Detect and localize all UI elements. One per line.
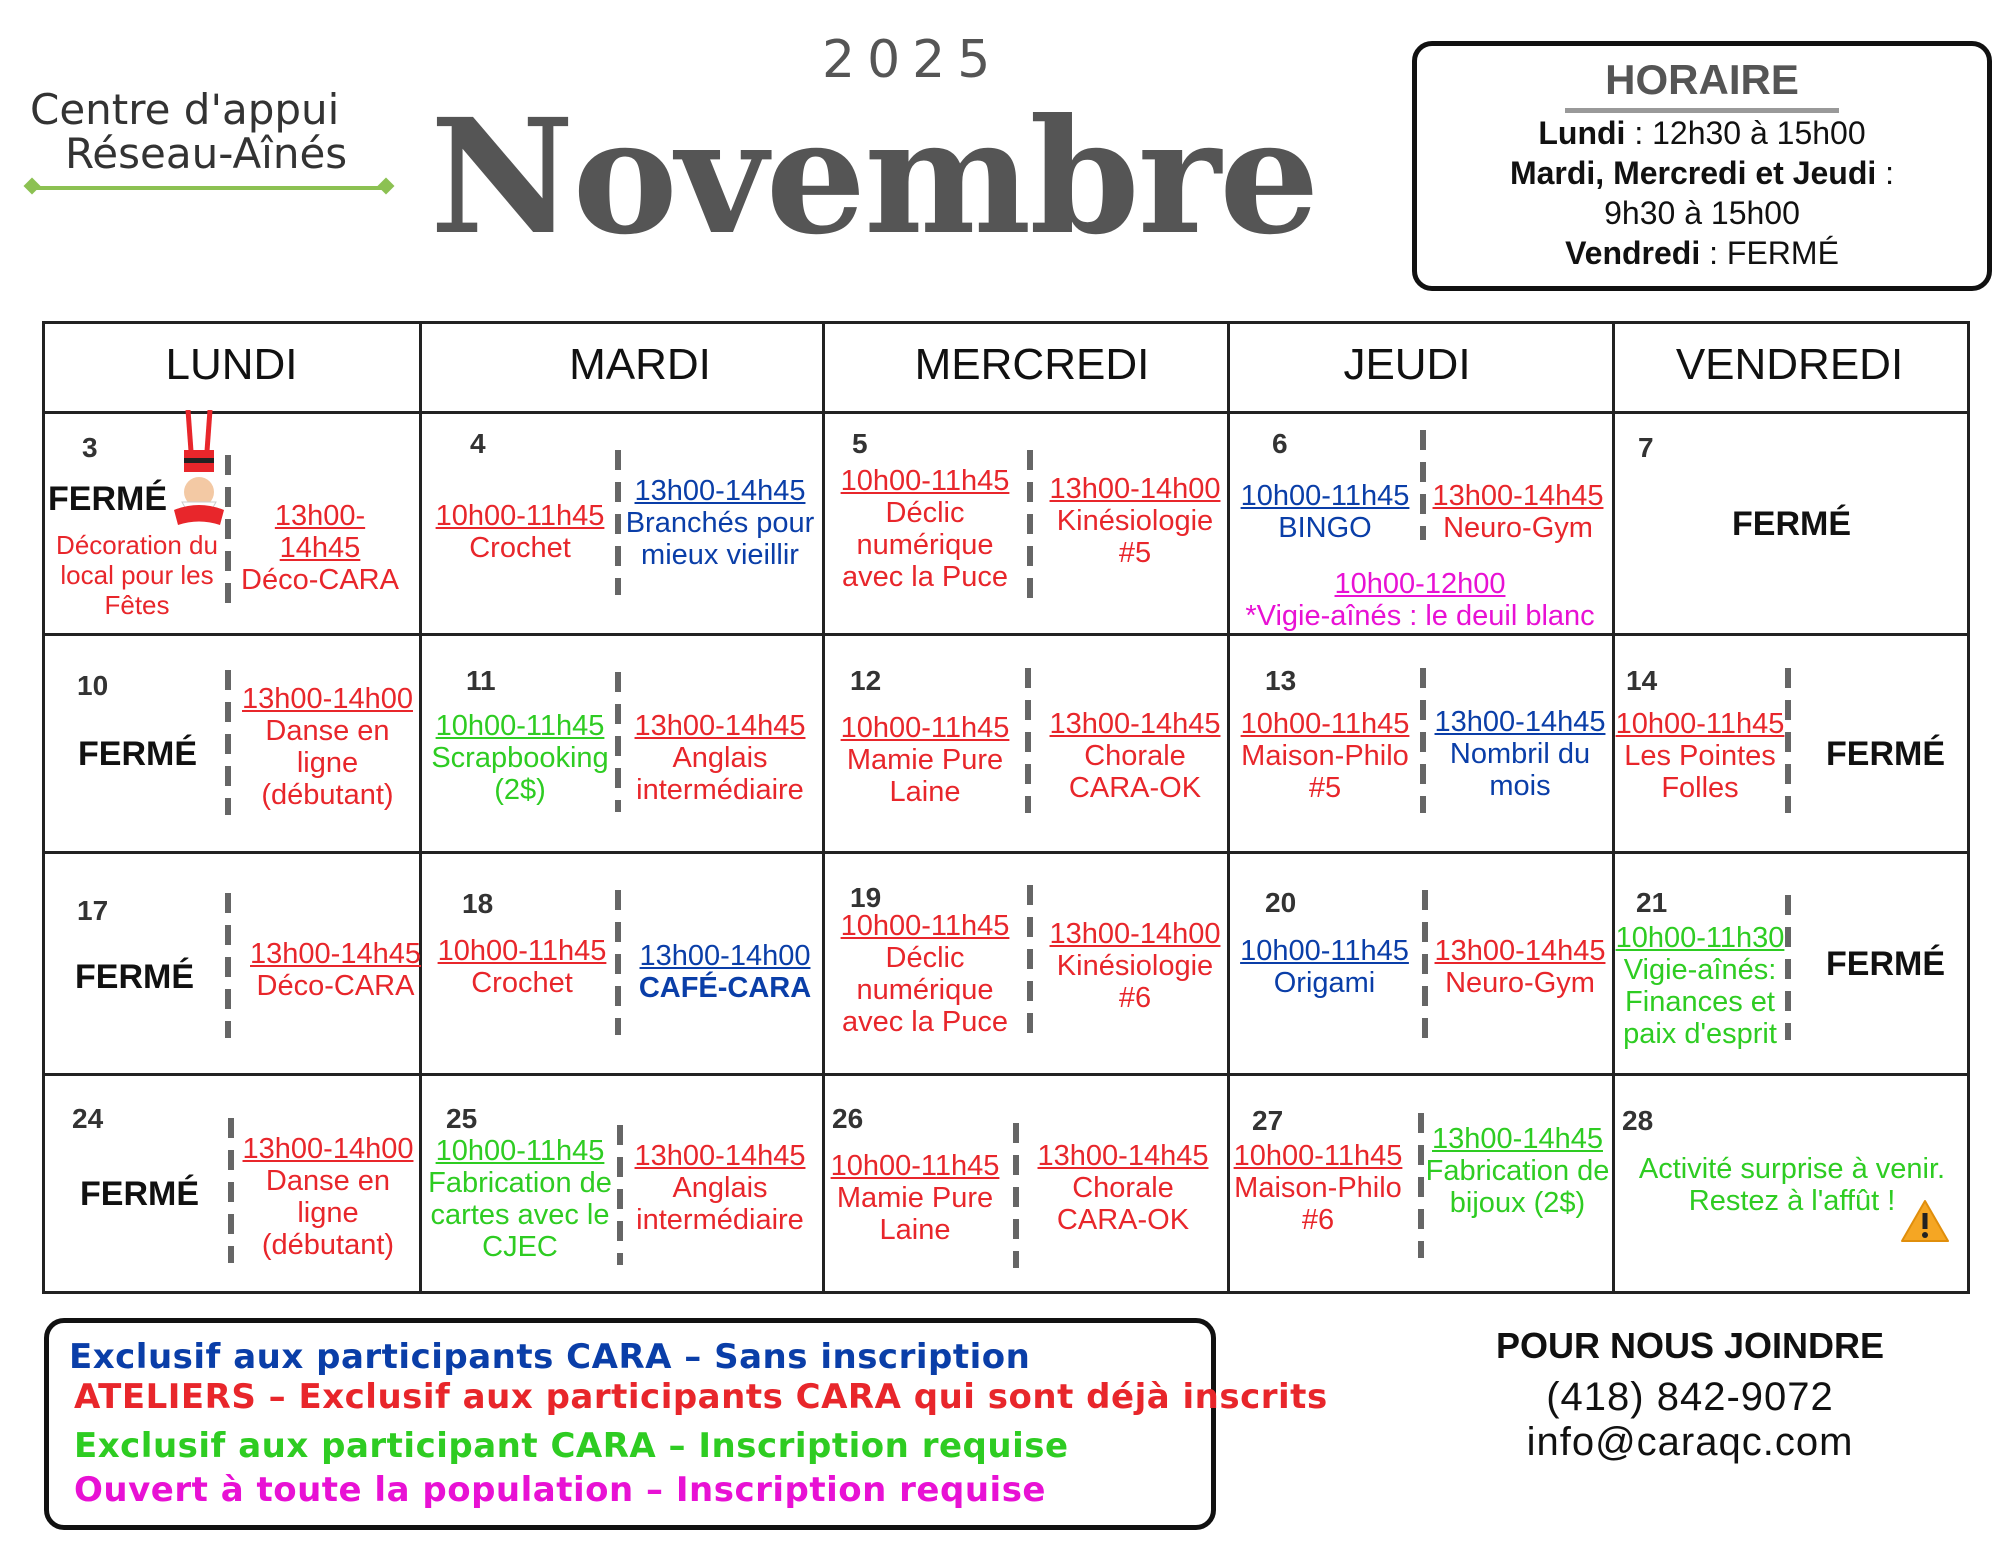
day-header-friday: VENDREDI: [1675, 340, 1904, 389]
event-time: 10h00-11h45: [830, 1150, 1000, 1182]
event-name: Mamie Pure Laine: [836, 1182, 994, 1246]
event-time: 10h00-11h30: [1615, 922, 1785, 954]
day-number: 24: [72, 1103, 104, 1134]
event: [1235, 480, 1415, 544]
grid-line: [419, 321, 422, 1294]
grid-line: [42, 851, 1970, 854]
event: [1428, 480, 1608, 544]
event-name: Neuro-Gym: [1445, 967, 1595, 999]
event: [825, 1150, 1005, 1246]
closed-label: FERMÉ: [48, 480, 167, 518]
event-name: Danse en ligne (débutant): [261, 1165, 395, 1261]
horaire-line: [1417, 113, 1987, 153]
event-name: Vigie-aînés: Finances et paix d'esprit: [1623, 954, 1777, 1050]
legend-item-red: ATELIERS – Exclusif aux participants CARA qui sont déjà inscrits: [74, 1377, 1328, 1417]
day-number: 17: [77, 895, 109, 926]
event: [835, 910, 1015, 1038]
closed-label: FERMÉ: [78, 735, 197, 773]
event-time: 10h00-11h45: [840, 712, 1010, 744]
grid-line: [822, 321, 825, 1294]
year: 2025: [822, 30, 1003, 90]
event-time: 10h00-11h45: [435, 1135, 605, 1167]
contact-block: [1430, 1325, 1950, 1465]
event-time: 13h00-14h45: [634, 710, 806, 742]
event-name: Scrapbooking (2$): [431, 742, 609, 806]
event-name: Neuro-Gym: [1443, 512, 1593, 544]
grid-line: [42, 633, 1970, 636]
logo-line1: Centre d'appui: [30, 85, 340, 134]
day-number: 14: [1626, 665, 1658, 696]
month-title: Novembre: [430, 85, 1318, 270]
event: [630, 940, 820, 1004]
logo-rule: [30, 186, 388, 190]
divider: [615, 450, 621, 595]
day-number: 28: [1622, 1105, 1654, 1136]
horaire-line: [1417, 153, 1987, 193]
event-time: 13h00-14h45: [1432, 480, 1604, 512]
event-time: 13h00-14h45: [1049, 708, 1221, 740]
event: [625, 1140, 815, 1236]
event: [625, 475, 815, 571]
event-time: 13h00-14h00: [242, 1133, 414, 1165]
event-name: Déco-CARA: [256, 970, 415, 1002]
divider: [1013, 1123, 1019, 1268]
event-name: Déclic numérique avec la Puce: [841, 497, 1009, 593]
event: [1425, 1123, 1610, 1219]
divider: [225, 670, 231, 815]
horaire-sep: :: [1876, 155, 1895, 191]
event-time: 13h00-14h45: [1434, 935, 1606, 967]
event-time: 13h00-14h00: [639, 940, 811, 972]
grid-line: [1967, 321, 1970, 1294]
legend-box: [44, 1318, 1328, 1530]
divider: [225, 455, 231, 605]
divider: [615, 890, 621, 1035]
horaire-day: Mardi, Mercredi et Jeudi: [1509, 155, 1877, 191]
legend-item-blue: Exclusif aux participants CARA – Sans inscription: [69, 1337, 1031, 1377]
event: [1225, 568, 1615, 632]
event-name: Déclic numérique avec la Puce: [841, 942, 1009, 1038]
event: [235, 500, 405, 596]
event: [1610, 922, 1790, 1050]
event-time: 10h00-11h45: [840, 465, 1010, 497]
event: [430, 500, 610, 564]
event-time: 10h00-11h45: [1615, 708, 1785, 740]
event: [1040, 708, 1230, 804]
event-name: *Vigie-aînés : le deuil blanc: [1245, 600, 1595, 632]
logo: [30, 85, 400, 178]
event-name: BINGO: [1278, 512, 1372, 544]
day-number: 11: [466, 665, 496, 696]
day-number: 27: [1252, 1105, 1284, 1136]
logo-line2: Réseau-Aînés: [65, 129, 348, 178]
event: [248, 938, 423, 1002]
event-time: 13h00-14h45: [634, 1140, 806, 1172]
grid-line: [42, 321, 1970, 324]
horaire-title: HORAIRE: [1565, 56, 1839, 113]
closed-label: FERMÉ: [1826, 945, 1945, 983]
horaire-hours: : 12h30 à 15h00: [1625, 115, 1866, 151]
event-time: 10h00-12h00: [1334, 568, 1506, 600]
event-time: 13h00-14h00: [242, 683, 413, 715]
event: [1610, 708, 1790, 804]
day-number: 20: [1265, 887, 1297, 918]
event-name: Fabrication de bijoux (2$): [1425, 1155, 1610, 1219]
contact-email[interactable]: info@caraqc.com: [1526, 1420, 1854, 1464]
event: [1028, 1140, 1218, 1236]
santa-icon: [170, 410, 228, 540]
event: [238, 1133, 418, 1261]
event-name: Anglais intermédiaire: [636, 742, 804, 806]
event: [425, 710, 615, 806]
event-name: Maison-Philo #5: [1241, 740, 1409, 804]
horaire-line: [1417, 233, 1987, 273]
grid-line: [42, 321, 45, 1294]
event: [432, 935, 612, 999]
event-time: 13h00-14h45: [1037, 1140, 1209, 1172]
horaire-hours: 9h30 à 15h00: [1604, 195, 1800, 231]
legend-item-magenta: Ouvert à toute la population – Inscription requise: [74, 1470, 1046, 1510]
event-name: Mamie Pure Laine: [846, 744, 1004, 808]
event: [1232, 935, 1417, 999]
event-name: Nombril du mois: [1449, 738, 1591, 802]
event-name: Crochet: [471, 967, 573, 999]
event-name: Chorale CARA-OK: [1068, 740, 1202, 804]
event: [425, 1135, 615, 1263]
event-time: 13h00-14h45: [1434, 706, 1606, 738]
divider: [1785, 895, 1791, 1040]
event-time: 10h00-11h45: [1240, 480, 1410, 512]
day-number: 5: [852, 428, 868, 459]
event: [1430, 935, 1610, 999]
divider: [1420, 430, 1426, 540]
event-name: Décoration du local pour les Fêtes: [56, 530, 218, 620]
day-number: 7: [1638, 432, 1654, 463]
closed-label: FERMÉ: [1732, 505, 1851, 543]
grid-line: [42, 1291, 1970, 1294]
divider: [1422, 890, 1428, 1040]
event-name: Crochet: [469, 532, 571, 564]
event-time: 13h00-14h45: [634, 475, 806, 507]
event-name: Kinésiologie #5: [1056, 505, 1214, 569]
day-number: 10: [77, 670, 109, 701]
event-time: 13h00-14h45: [1432, 1123, 1603, 1155]
horaire-day: Vendredi: [1565, 235, 1701, 271]
event: [1040, 473, 1230, 569]
horaire-day: Lundi: [1538, 115, 1626, 151]
event: [240, 683, 415, 811]
event-name: Maison-Philo #6: [1234, 1172, 1402, 1236]
day-number: 6: [1272, 428, 1288, 459]
divider: [1027, 885, 1033, 1035]
closed-label: FERMÉ: [80, 1175, 199, 1213]
event-name: Origami: [1273, 967, 1376, 999]
day-number: 25: [446, 1103, 478, 1134]
day-number: 19: [850, 882, 882, 913]
divider: [228, 1118, 234, 1263]
horaire-hours: : FERMÉ: [1700, 235, 1839, 271]
day-header-thursday: JEUDI: [1343, 340, 1471, 389]
event-time: 10h00-11h45: [1240, 708, 1410, 740]
day-number: 3: [82, 432, 98, 463]
event-time: 10h00-11h45: [840, 910, 1010, 942]
warning-icon: [1900, 1198, 1950, 1244]
event-time: 10h00-11h45: [435, 500, 605, 532]
event: [1040, 918, 1230, 1014]
day-number: 12: [850, 665, 882, 696]
event: [1430, 706, 1610, 802]
day-number: 13: [1265, 665, 1297, 696]
divider: [225, 893, 231, 1038]
grid-line: [42, 411, 1970, 414]
event-name: Kinésiologie #6: [1056, 950, 1214, 1014]
day-header-monday: LUNDI: [165, 340, 298, 389]
day-number: 21: [1636, 887, 1668, 918]
event-time: 13h00-14h45: [274, 500, 366, 564]
event: [835, 712, 1015, 808]
event-time: 10h00-11h45: [435, 710, 605, 742]
event-name: Chorale CARA-OK: [1056, 1172, 1190, 1236]
day-header-tuesday: MARDI: [569, 340, 711, 389]
event-name: Fabrication de cartes avec le CJEC: [428, 1167, 612, 1263]
divider: [617, 1125, 623, 1265]
divider: [615, 672, 621, 812]
day-header-wednesday: MERCREDI: [914, 340, 1150, 389]
event: [625, 710, 815, 806]
event-time: 10h00-11h45: [1233, 1140, 1403, 1172]
closed-label: FERMÉ: [1826, 735, 1945, 773]
event: [835, 465, 1015, 593]
divider: [1420, 668, 1426, 813]
event-name: Anglais intermédiaire: [636, 1172, 804, 1236]
grid-line: [42, 1073, 1970, 1076]
event-time: 10h00-11h45: [437, 935, 607, 967]
event-time: 10h00-11h45: [1240, 935, 1409, 967]
event-time: 13h00-14h00: [1049, 473, 1221, 505]
event-note: [46, 530, 228, 620]
day-number: 18: [462, 888, 494, 919]
horaire-box: [1412, 41, 1992, 291]
grid-line: [1612, 321, 1615, 1294]
divider: [1027, 450, 1033, 598]
divider: [1785, 668, 1791, 813]
divider: [1025, 668, 1031, 813]
event-name: Branchés pour mieux vieillir: [625, 507, 815, 571]
event-name: CAFÉ-CARA: [638, 972, 812, 1004]
day-number: 4: [470, 428, 486, 459]
contact-title: POUR NOUS JOINDRE: [1495, 1325, 1885, 1366]
day-number: 26: [832, 1103, 864, 1134]
event-name: Déco-CARA: [241, 564, 399, 596]
event: [1228, 1140, 1408, 1236]
event-name: Les Pointes Folles: [1624, 740, 1776, 804]
contact-phone[interactable]: (418) 842-9072: [1546, 1375, 1834, 1419]
event: [1235, 708, 1415, 804]
event-time: 13h00-14h45: [250, 938, 421, 970]
closed-label: FERMÉ: [75, 958, 194, 996]
event-name: Activité surprise à venir. Restez à l'affût !: [1638, 1153, 1946, 1217]
event-time: 13h00-14h00: [1049, 918, 1221, 950]
event-name: Danse en ligne (débutant): [261, 715, 394, 811]
divider: [1418, 1113, 1424, 1258]
legend-item-green: Exclusif aux participant CARA – Inscription requise: [74, 1426, 1069, 1466]
